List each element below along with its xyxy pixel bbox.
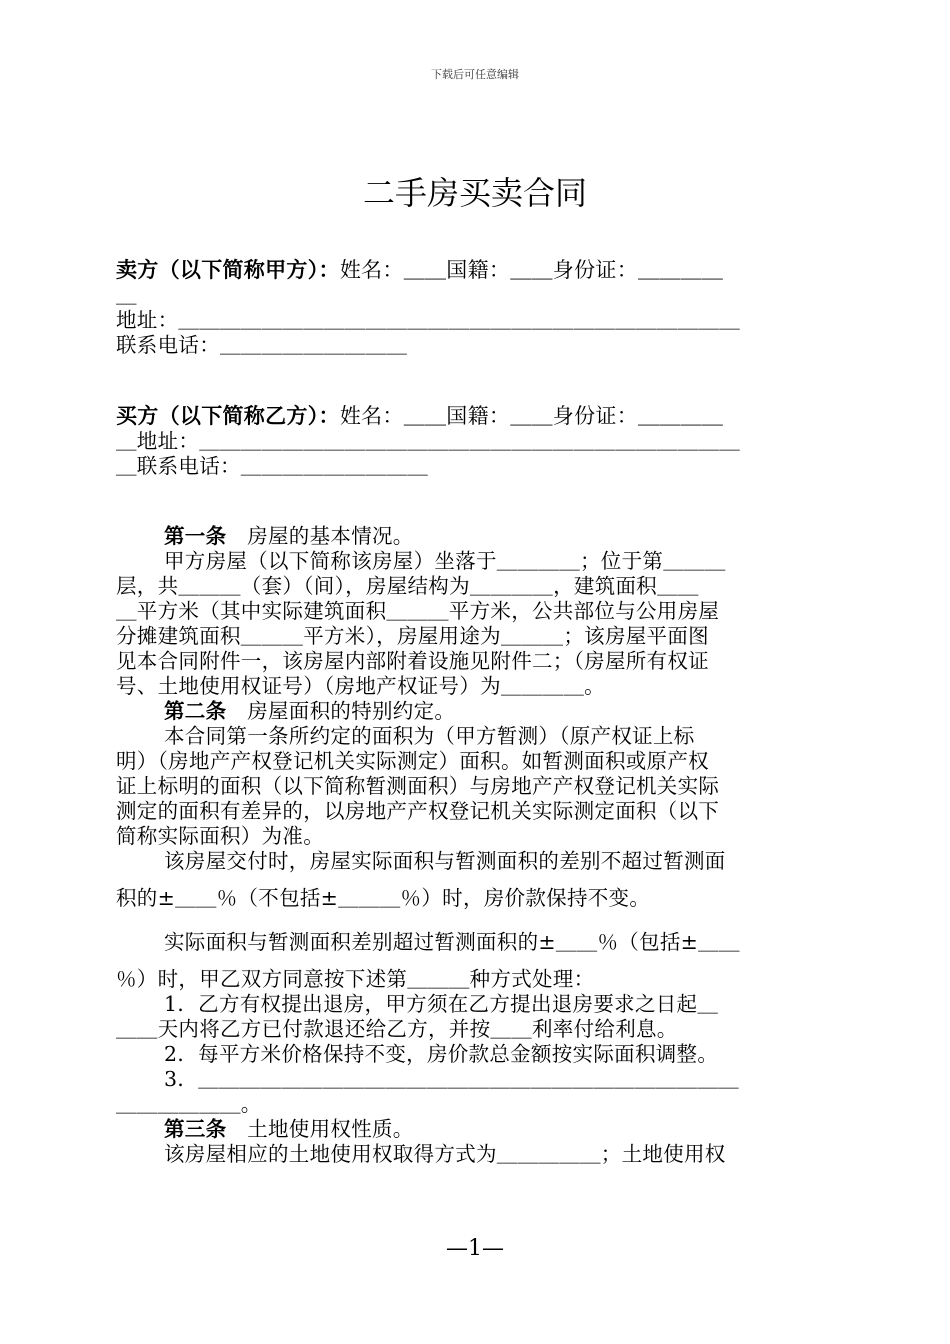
article-2-option-3: 3．＿＿＿＿＿＿＿＿＿＿＿＿＿＿＿＿＿＿＿＿＿＿＿＿＿＿ [164,1067,739,1091]
buyer-section [116,404,836,479]
article-1-heading [116,524,836,549]
article-1-line: 分摊建筑面积＿＿＿平方米），房屋用途为＿＿＿；该房屋平面图 [116,624,709,648]
header-note: 下载后可任意编辑 [431,68,519,81]
article-3-heading [116,1117,836,1142]
seller-fields: 姓名：＿＿国籍：＿＿身份证：＿＿＿＿ [339,258,724,282]
seller-phone: 联系电话：＿＿＿＿＿＿＿＿＿ [116,333,408,357]
article-1-line: 号、土地使用权证号）（房地产权证号）为＿＿＿＿。 [116,674,605,698]
article-2-number: 第二条 [164,699,227,723]
buyer-address: ＿地址：＿＿＿＿＿＿＿＿＿＿＿＿＿＿＿＿＿＿＿＿＿＿＿＿＿＿ [116,429,740,453]
document-body [116,258,836,1167]
document-title: 二手房买卖合同 [362,174,587,212]
page-number: —1— [446,1236,504,1261]
article-2-line: 证上标明的面积（以下简称暂测面积）与房地产产权登记机关实际 [116,774,720,798]
seller-address: 地址：＿＿＿＿＿＿＿＿＿＿＿＿＿＿＿＿＿＿＿＿＿＿＿＿＿＿＿ [116,308,740,332]
article-2-option-1-cont: ＿＿天内将乙方已付款退还给乙方，并按＿＿利率付给利息。 [116,1017,678,1041]
seller-line-1 [116,258,836,283]
article-2-para3-line-2: ％）时，甲乙双方同意按下述第＿＿＿种方式处理： [116,967,595,991]
article-2-title: 房屋面积的特别约定。 [226,699,456,723]
article-2-para3-line-1: 实际面积与暂测面积差别超过暂测面积的±＿＿％（包括±＿＿ [164,930,740,954]
article-1-line: 层，共＿＿＿（套）（间），房屋结构为＿＿＿＿，建筑面积＿＿ [116,574,699,598]
article-2-para2-line-1: 该房屋交付时，房屋实际面积与暂测面积的差别不超过暂测面 [164,849,726,873]
article-2-line: 明）（房地产产权登记机关实际测定）面积。如暂测面积或原产权 [116,749,709,773]
article-1-line: 见本合同附件一，该房屋内部附着设施见附件二；（房屋所有权证 [116,649,709,673]
buyer-line-1 [116,404,836,429]
article-1-line: 甲方房屋（以下简称该房屋）坐落于＿＿＿＿；位于第＿＿＿ [164,549,726,573]
article-2-line: 测定的面积有差异的，以房地产产权登记机关实际测定面积（以下 [116,799,720,823]
seller-label: 卖方（以下简称甲方）： [116,258,340,282]
article-2-para2-line-2: 积的±＿＿％（不包括±＿＿＿％）时，房价款保持不变。 [116,886,651,910]
article-2 [116,699,836,1117]
article-2-line: 本合同第一条所约定的面积为（甲方暂测）（原产权证上标 [164,724,695,748]
article-3-number: 第三条 [164,1117,227,1141]
article-2-line: 简称实际面积）为准。 [116,824,324,848]
article-1-number: 第一条 [164,524,227,548]
article-3-title: 土地使用权性质。 [226,1117,414,1141]
article-1 [116,524,836,699]
buyer-fields: 姓名：＿＿国籍：＿＿身份证：＿＿＿＿ [339,404,724,428]
article-2-heading [116,699,836,724]
buyer-phone: ＿联系电话：＿＿＿＿＿＿＿＿＿ [116,454,428,478]
seller-line-2: ＿ [116,283,137,307]
buyer-label: 买方（以下简称乙方）： [116,404,340,428]
article-2-option-3-cont: ＿＿＿＿＿＿。 [116,1092,262,1116]
article-2-option-1: 1．乙方有权提出退房，甲方须在乙方提出退房要求之日起＿ [164,992,719,1016]
article-3 [116,1117,836,1167]
article-3-line: 该房屋相应的土地使用权取得方式为＿＿＿＿＿；土地使用权 [164,1142,726,1166]
article-1-title: 房屋的基本情况。 [226,524,414,548]
seller-section [116,258,836,358]
article-2-option-2: 2．每平方米价格保持不变，房价款总金额按实际面积调整。 [164,1042,719,1066]
article-1-line: ＿平方米（其中实际建筑面积＿＿＿平方米，公共部位与公用房屋 [116,599,720,623]
